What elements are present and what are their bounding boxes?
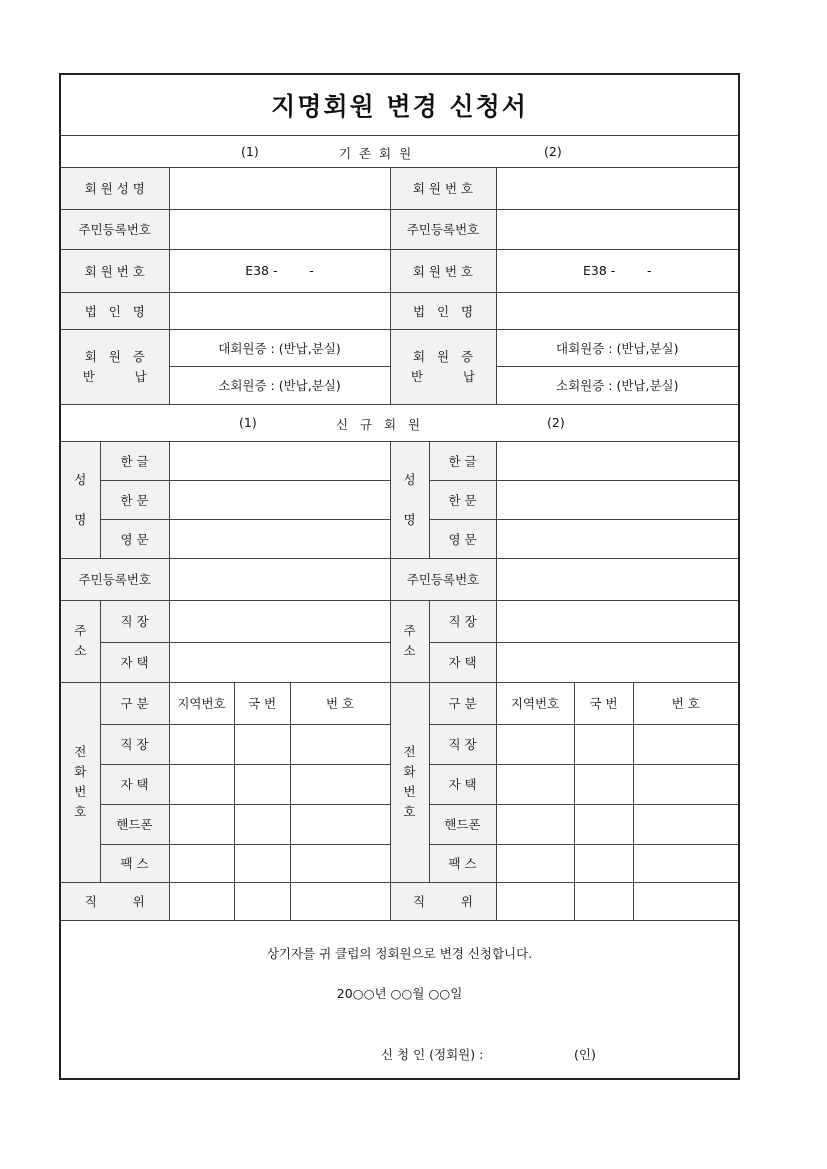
hangul-name-field-2[interactable] xyxy=(496,441,738,480)
small-card-status-1[interactable]: 소회원증 : (반납,분실) xyxy=(169,366,390,404)
work-exchange-1[interactable] xyxy=(234,724,290,764)
home-number-1[interactable] xyxy=(290,764,390,804)
member-number-label: 회 원 번 호 xyxy=(390,167,496,209)
member-name-label: 회 원 성 명 xyxy=(61,167,169,209)
work-number-1[interactable] xyxy=(290,724,390,764)
member-number-value-1[interactable]: E38 - - xyxy=(169,249,390,292)
phone-work-label-1: 직 장 xyxy=(100,724,169,764)
member-number-field[interactable] xyxy=(496,167,738,209)
fax-area-code-2[interactable] xyxy=(496,844,574,882)
membership-change-form xyxy=(59,73,740,1080)
position-field-2a[interactable] xyxy=(496,882,574,920)
new-section-title: 신 규 회 원 xyxy=(336,416,421,432)
resident-number-field-1[interactable] xyxy=(169,209,390,249)
applicant-label: 신 청 인 (정회원) : xyxy=(381,1046,484,1062)
address-home-label-1: 자 택 xyxy=(100,642,169,682)
english-name-field-2[interactable] xyxy=(496,519,738,558)
existing-section-title: 기 존 회 원 xyxy=(339,145,412,161)
position-field-2c[interactable] xyxy=(633,882,738,920)
address-work-label-1: 직 장 xyxy=(100,600,169,642)
existing-section-header xyxy=(61,135,738,167)
fax-exchange-1[interactable] xyxy=(234,844,290,882)
home-number-2[interactable] xyxy=(633,764,738,804)
home-exchange-2[interactable] xyxy=(574,764,633,804)
fax-area-code-1[interactable] xyxy=(169,844,234,882)
position-field-1b[interactable] xyxy=(234,882,290,920)
hangul-name-field-1[interactable] xyxy=(169,441,390,480)
member-number-value-2[interactable]: E38 - - xyxy=(496,249,738,292)
new-resident-number-field-1[interactable] xyxy=(169,558,390,600)
work-area-code-2[interactable] xyxy=(496,724,574,764)
area-code-header-2: 지역번호 xyxy=(496,682,574,724)
fax-number-1[interactable] xyxy=(290,844,390,882)
form-title: 지명회원 변경 신청서 xyxy=(61,75,738,135)
mobile-number-2[interactable] xyxy=(633,804,738,844)
big-card-status-2[interactable]: 대회원증 : (반납,분실) xyxy=(496,329,738,366)
new-section-header xyxy=(61,404,738,441)
phone-label-2: 전 화 번 호 xyxy=(390,682,429,882)
card-return-label-1: 회 원 증 반 납 xyxy=(61,329,169,404)
address-label-1: 주 소 xyxy=(61,600,100,682)
exchange-header-1: 국 번 xyxy=(234,682,290,724)
fax-number-2[interactable] xyxy=(633,844,738,882)
area-code-header-1: 지역번호 xyxy=(169,682,234,724)
english-label-2: 영 문 xyxy=(429,519,496,558)
position-field-1c[interactable] xyxy=(290,882,390,920)
position-field-2b[interactable] xyxy=(574,882,633,920)
fax-exchange-2[interactable] xyxy=(574,844,633,882)
member-number-label-2: 회 원 번 호 xyxy=(390,249,496,292)
mobile-exchange-1[interactable] xyxy=(234,804,290,844)
name-label-2: 성 명 xyxy=(390,441,429,558)
form-footer xyxy=(61,920,738,1082)
phone-work-label-2: 직 장 xyxy=(429,724,496,764)
number-header-1: 번 호 xyxy=(290,682,390,724)
hangul-label-1: 한 글 xyxy=(100,441,169,480)
phone-mobile-label-1: 핸드폰 xyxy=(100,804,169,844)
new-resident-number-field-2[interactable] xyxy=(496,558,738,600)
corp-name-field-1[interactable] xyxy=(169,292,390,329)
phone-fax-label-1: 팩 스 xyxy=(100,844,169,882)
application-statement: 상기자를 귀 클럽의 정회원으로 변경 신청합니다. xyxy=(266,945,533,961)
english-name-field-1[interactable] xyxy=(169,519,390,558)
hanja-label-2: 한 문 xyxy=(429,480,496,519)
member-name-field[interactable] xyxy=(169,167,390,209)
position-field-1a[interactable] xyxy=(169,882,234,920)
application-date[interactable]: 20○○년 ○○월 ○○일 xyxy=(336,985,463,1001)
address-work-field-2[interactable] xyxy=(496,600,738,642)
home-exchange-1[interactable] xyxy=(234,764,290,804)
phone-category-label-2: 구 분 xyxy=(429,682,496,724)
hanja-name-field-2[interactable] xyxy=(496,480,738,519)
existing-col-1-number: (1) xyxy=(241,143,259,159)
address-work-field-1[interactable] xyxy=(169,600,390,642)
work-exchange-2[interactable] xyxy=(574,724,633,764)
position-label-1: 직 위 xyxy=(61,882,169,920)
phone-home-label-1: 자 택 xyxy=(100,764,169,804)
english-label-1: 영 문 xyxy=(100,519,169,558)
member-number-label-1: 회 원 번 호 xyxy=(61,249,169,292)
work-area-code-1[interactable] xyxy=(169,724,234,764)
card-return-label-2: 회 원 증 반 납 xyxy=(390,329,496,404)
mobile-area-code-1[interactable] xyxy=(169,804,234,844)
phone-home-label-2: 자 택 xyxy=(429,764,496,804)
new-resident-number-label-2: 주민등록번호 xyxy=(390,558,496,600)
hangul-label-2: 한 글 xyxy=(429,441,496,480)
name-label-1: 성 명 xyxy=(61,441,100,558)
existing-col-2-number: (2) xyxy=(544,143,562,159)
home-area-code-1[interactable] xyxy=(169,764,234,804)
new-col-1-number: (1) xyxy=(239,414,257,430)
small-card-status-2[interactable]: 소회원증 : (반납,분실) xyxy=(496,366,738,404)
home-area-code-2[interactable] xyxy=(496,764,574,804)
address-label-2: 주 소 xyxy=(390,600,429,682)
hanja-label-1: 한 문 xyxy=(100,480,169,519)
address-home-field-2[interactable] xyxy=(496,642,738,682)
form-table xyxy=(61,75,738,1082)
corp-name-label-1: 법 인 명 xyxy=(61,292,169,329)
mobile-area-code-2[interactable] xyxy=(496,804,574,844)
exchange-header-2: 국 번 xyxy=(574,682,633,724)
resident-number-field-2[interactable] xyxy=(496,209,738,249)
mobile-number-1[interactable] xyxy=(290,804,390,844)
address-home-label-2: 자 택 xyxy=(429,642,496,682)
resident-number-label-2: 주민등록번호 xyxy=(390,209,496,249)
new-col-2-number: (2) xyxy=(547,414,565,430)
resident-number-label-1: 주민등록번호 xyxy=(61,209,169,249)
address-home-field-1[interactable] xyxy=(169,642,390,682)
address-work-label-2: 직 장 xyxy=(429,600,496,642)
work-number-2[interactable] xyxy=(633,724,738,764)
new-resident-number-label-1: 주민등록번호 xyxy=(61,558,169,600)
phone-fax-label-2: 팩 스 xyxy=(429,844,496,882)
hanja-name-field-1[interactable] xyxy=(169,480,390,519)
corp-name-field-2[interactable] xyxy=(496,292,738,329)
number-header-2: 번 호 xyxy=(633,682,738,724)
corp-name-label-2: 법 인 명 xyxy=(390,292,496,329)
phone-category-label-1: 구 분 xyxy=(100,682,169,724)
big-card-status-1[interactable]: 대회원증 : (반납,분실) xyxy=(169,329,390,366)
position-label-2: 직 위 xyxy=(390,882,496,920)
phone-mobile-label-2: 핸드폰 xyxy=(429,804,496,844)
mobile-exchange-2[interactable] xyxy=(574,804,633,844)
phone-label-1: 전 화 번 호 xyxy=(61,682,100,882)
seal-mark: (인) xyxy=(574,1046,596,1062)
